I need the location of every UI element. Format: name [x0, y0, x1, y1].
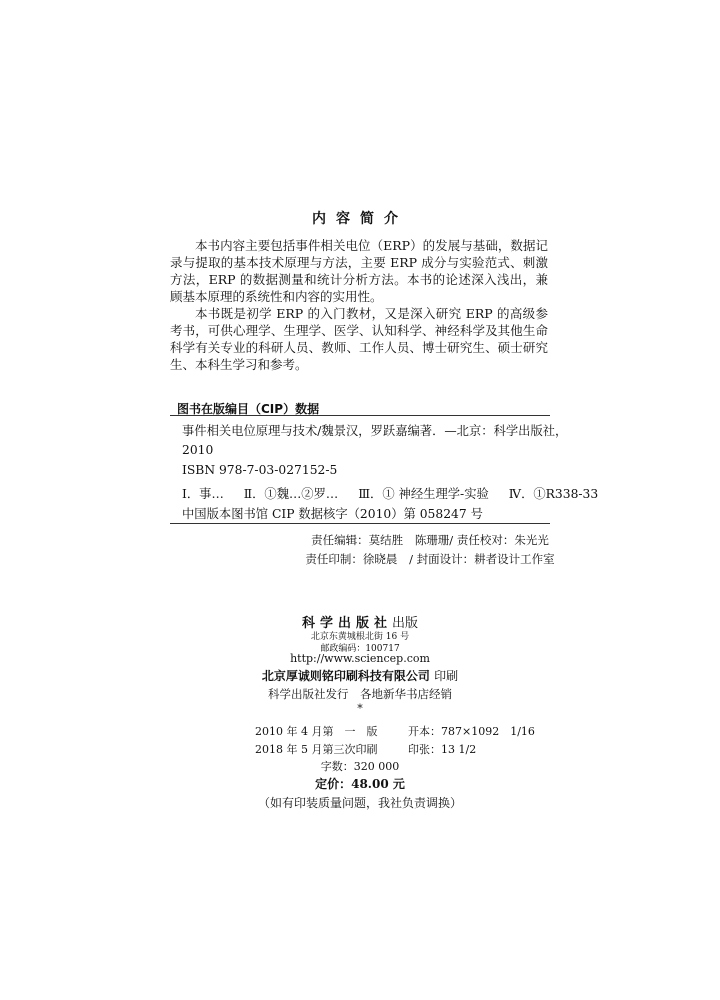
cip-bottom-rule [170, 523, 550, 524]
printer-suffix: 印刷 [434, 669, 459, 683]
summary-paragraph-1: 本书内容主要包括事件相关电位（ERP）的发展与基础，数据记录与提取的基本技术原理与方法，主要 ERP 成分与实验范式、刺激方法，ERP 的数据测量和统计分析方法。本书的论述深入浅出，兼顾基本原理的系统性和内容的实用性。 [170, 238, 548, 304]
publisher-name-suffix: 出版 [392, 616, 419, 631]
distribution-line: 科学出版社发行 各地新华书店经销 [268, 687, 452, 701]
publisher-address: 北京东黄城根北街 16 号 [310, 632, 410, 642]
staff-print-manager: 责任印制：徐晓晨 [305, 552, 398, 566]
quality-notice: （如有印装质量问题，我社负责调换） [257, 796, 462, 810]
cip-year-line: 2010 [182, 443, 214, 457]
summary-title: 内容简介 [312, 211, 408, 227]
cip-isbn: ISBN 978-7-03-027152-5 [182, 463, 338, 477]
cip-verify-line: 中国版本图书馆 CIP 数据核字（2010）第 058247 号 [182, 507, 483, 521]
printer-name: 北京厚诚则铭印刷科技有限公司 [261, 669, 430, 683]
edition-date: 2010 年 4 月第 一 版 [255, 725, 378, 738]
staff-editor: 责任编辑：莫结胜 [311, 533, 404, 547]
publisher-name-text: 科学出版社 [301, 616, 392, 631]
word-count: 字数：320 000 [320, 760, 400, 773]
cip-class-item: Ⅲ．① 神经生理学-实验 [358, 487, 489, 501]
cip-title: 图书在版编目（CIP）数据 [177, 402, 320, 416]
edition-row-2 [255, 741, 476, 757]
cip-classification [182, 486, 598, 502]
printer [0, 667, 720, 684]
price: 定价：48.00 元 [315, 777, 405, 791]
cip-class-item: Ⅰ．事… [182, 487, 224, 501]
staff-line-1 [70, 533, 720, 547]
format-size: 开本：787×1092 1/16 [408, 725, 535, 738]
cip-class-item: Ⅳ．①R338-33 [508, 487, 599, 501]
edition-row-1 [255, 723, 535, 739]
staff-editor-proofreader: 陈珊珊/ 责任校对：朱光光 [414, 533, 549, 547]
cip-top-rule [170, 415, 550, 416]
print-date: 2018 年 5 月第三次印刷 [255, 743, 378, 756]
staff-cover-design: / 封面设计：耕者设计工作室 [409, 552, 555, 566]
cip-book-line: 事件相关电位原理与技术/魏景汉，罗跃嘉编著．—北京：科学出版社， [182, 424, 568, 438]
summary-paragraph-2: 本书既是初学 ERP 的入门教材，又是深入研究 ERP 的高级参考书，可供心理学、生理学、医学、认知科学、神经科学及其他生命科学有关专业的科研人员、教师、工作人员、博士研究生、硕士研究生、本科生学习和参考。 [170, 306, 548, 372]
publisher-zip: 邮政编码：100717 [320, 644, 400, 654]
staff-line-2 [70, 552, 720, 566]
cip-class-item: Ⅱ．①魏…②罗… [243, 487, 339, 501]
separator-star: * [357, 702, 363, 715]
sheet-count: 印张：13 1/2 [408, 743, 477, 756]
publisher-url: http://www.sciencep.com [290, 652, 430, 665]
